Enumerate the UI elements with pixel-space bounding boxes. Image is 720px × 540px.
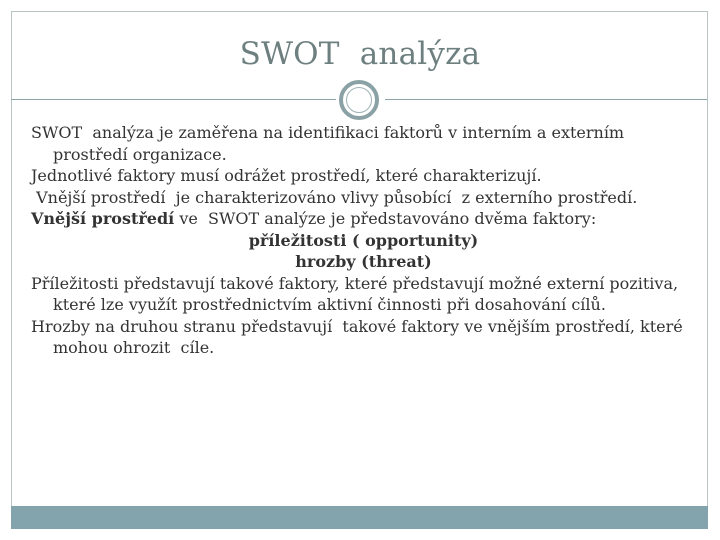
factor-opportunity: příležitosti ( opportunity) xyxy=(248,230,479,250)
paragraph-3: Vnější prostředí je charakterizováno vlivy působící z externího prostředí. xyxy=(31,187,638,207)
title-divider-right xyxy=(385,99,707,100)
paragraph-opportunities: Příležitosti představují takové faktory, které představují možné externí pozitiva, které lze využít prostřednictvím aktivní činnosti při dosahování cílů. xyxy=(31,273,684,314)
paragraph-2: Jednotlivé faktory musí odrážet prostředí, které charakterizují. xyxy=(31,166,542,185)
title-divider-left xyxy=(11,99,336,100)
paragraph-4 xyxy=(31,208,696,230)
slide-body xyxy=(31,122,696,359)
factor-threat: hrozby (threat) xyxy=(295,252,432,271)
slide-title: SWOT analýza xyxy=(239,36,481,72)
footer-bar xyxy=(11,506,708,529)
paragraph-1: SWOT analýza je zaměřena na identifikaci faktorů v interním a externím prostředí organizace. xyxy=(31,123,630,164)
paragraph-4-rest: ve SWOT analýze je představováno dvěma faktory: xyxy=(174,209,597,228)
paragraph-threats: Hrozby na druhou stranu představují takové faktory ve vnějším prostředí, které mohou ohrozit cíle. xyxy=(31,316,688,357)
divider-circle-ornament xyxy=(339,80,379,120)
paragraph-4-bold: Vnější prostředí xyxy=(31,209,175,228)
